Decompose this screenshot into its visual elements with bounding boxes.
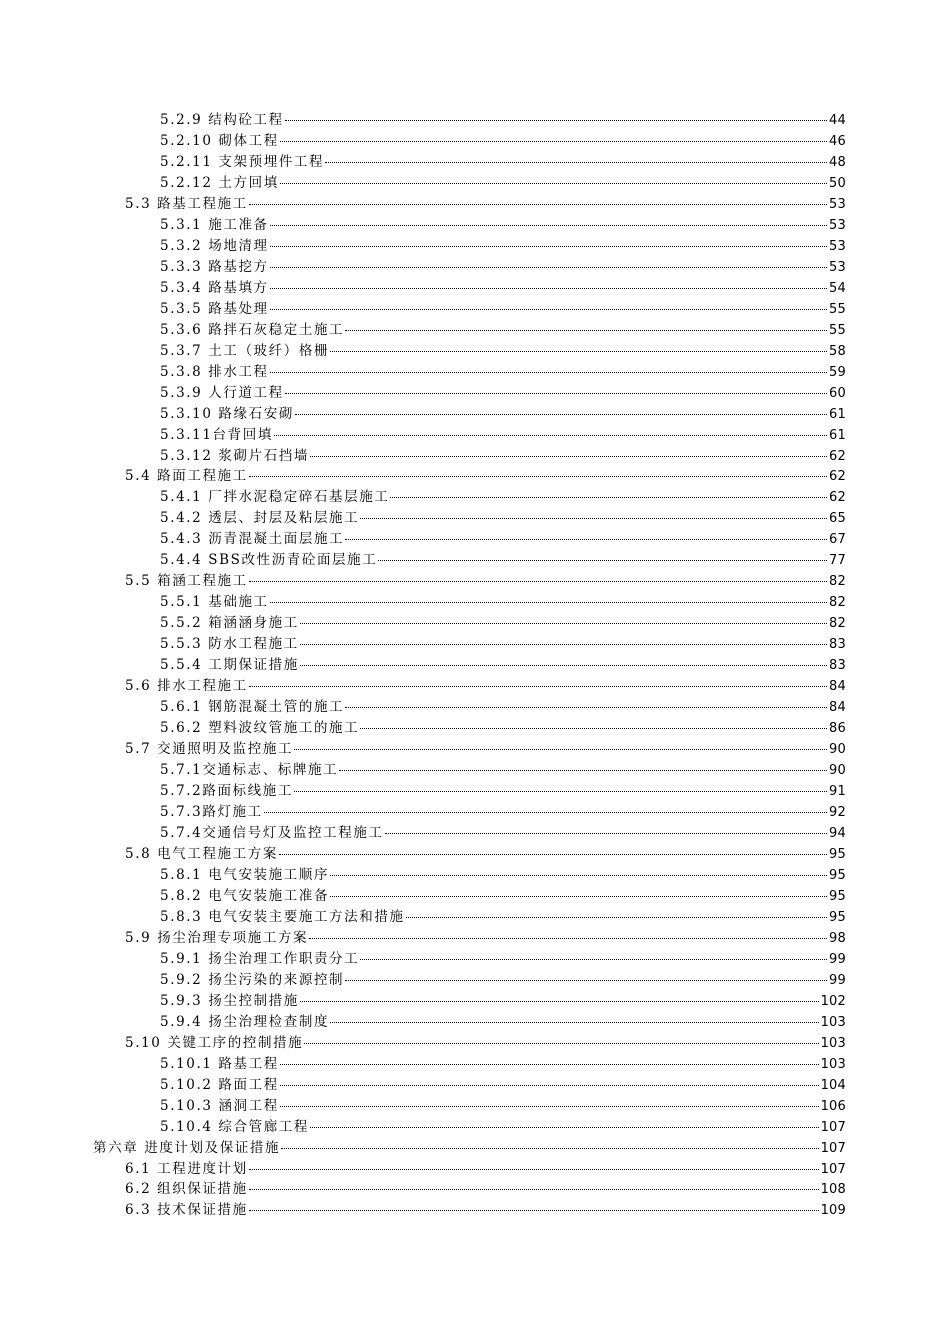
dot-leader [300,623,827,624]
toc-entry[interactable] [160,1117,846,1138]
dot-leader [330,1022,819,1023]
toc-entry[interactable] [125,1033,846,1054]
toc-entry[interactable] [160,1012,846,1033]
toc-entry-title: 5.10.2 路面工程 [160,1076,279,1093]
toc-entry-page-number: 83 [829,637,846,653]
dot-leader [249,1169,819,1170]
dot-leader [280,1064,819,1065]
dot-leader [345,330,827,331]
toc-entry-page-number: 62 [829,490,846,506]
dot-leader [304,1043,818,1044]
toc-entry-title: 6.1 工程进度计划 [125,1160,248,1177]
toc-entry-page-number: 102 [820,993,846,1009]
toc-entry-title: 5.5 箱涵工程施工 [125,573,248,590]
toc-entry-page-number: 95 [829,909,846,925]
toc-entry[interactable] [125,844,846,865]
toc-entry-page-number: 82 [829,595,846,611]
toc-entry-title: 5.5.2 箱涵涵身施工 [160,615,299,632]
toc-entry[interactable] [160,446,846,467]
dot-leader [300,1001,819,1002]
toc-entry-page-number: 90 [829,763,846,779]
toc-entry-title: 5.9.4 扬尘治理检查制度 [160,1013,330,1030]
toc-entry-title: 5.8.1 电气安装施工顺序 [160,866,330,883]
toc-entry-title: 5.7 交通照明及监控施工 [125,741,294,758]
toc-entry-title: 5.7.3路灯施工 [160,804,263,820]
dot-leader [249,476,827,477]
toc-entry-title: 6.3 技术保证措施 [125,1202,248,1219]
toc-entry-title: 5.10.1 路基工程 [160,1055,279,1072]
toc-entry[interactable] [160,802,846,823]
dot-leader [279,854,827,855]
toc-entry-title: 5.3.6 路拌石灰稳定土施工 [160,321,345,338]
toc-entry-title: 第六章 进度计划及保证措施 [93,1139,281,1156]
toc-entry-page-number: 53 [829,217,846,233]
toc-entry[interactable] [93,1138,846,1159]
dot-leader [378,560,827,561]
toc-entry-title: 5.7.4交通信号灯及监控工程施工 [160,824,384,841]
toc-entry-title: 5.3.5 路基处理 [160,300,269,317]
toc-entry-page-number: 50 [829,175,846,191]
toc-entry-title: 5.8.2 电气安装施工准备 [160,887,330,904]
dot-leader [270,309,827,310]
toc-entry[interactable] [160,886,846,907]
toc-entry-title: 5.7.2路面标线施工 [160,783,293,800]
toc-entry-title: 5.3.8 排水工程 [160,363,269,380]
toc-entry-page-number: 55 [829,301,846,317]
toc-entry[interactable] [160,697,846,718]
dot-leader [360,518,827,519]
toc-entry-page-number: 94 [829,825,846,841]
toc-entry-page-number: 109 [820,1203,846,1219]
dot-leader [249,1210,819,1211]
toc-entry[interactable] [160,907,846,928]
toc-entry-page-number: 61 [829,406,846,422]
toc-entry-title: 5.4.4 SBS改性沥青砼面层施工 [160,552,378,569]
toc-entry-page-number: 98 [829,930,846,946]
dot-leader [309,938,827,939]
toc-entry-title: 5.5.1 基础施工 [160,594,269,611]
toc-entry-page-number: 61 [829,427,846,443]
dot-leader [285,393,827,394]
toc-entry[interactable] [160,383,846,404]
toc-entry[interactable] [160,1054,846,1075]
toc-entry[interactable] [160,425,846,446]
toc-entry[interactable] [160,236,846,257]
toc-entry-page-number: 107 [820,1161,846,1177]
toc-entry-page-number: 99 [829,951,846,967]
dot-leader [345,539,827,540]
toc-entry-title: 5.3.4 路基填方 [160,279,269,296]
dot-leader [270,246,827,247]
dot-leader [339,770,827,771]
toc-entry[interactable] [125,571,846,592]
toc-entry[interactable] [160,634,846,655]
dot-leader [270,288,827,289]
dot-leader [300,644,827,645]
toc-entry-page-number: 103 [820,1014,846,1030]
toc-entry[interactable] [125,928,846,949]
toc-entry-title: 5.8.3 电气安装主要施工方法和措施 [160,908,405,925]
dot-leader [300,665,827,666]
dot-leader [249,686,827,687]
toc-entry[interactable] [125,466,846,487]
dot-leader [345,707,827,708]
toc-entry[interactable] [125,1159,846,1180]
dot-leader [330,875,827,876]
dot-leader [294,791,827,792]
toc-entry-title: 5.9.3 扬尘控制措施 [160,992,299,1009]
toc-entry-page-number: 92 [829,805,846,820]
toc-entry-page-number: 53 [829,196,846,212]
toc-entry[interactable] [125,676,846,697]
dot-leader [280,1085,819,1086]
toc-entry[interactable] [160,278,846,299]
toc-entry-title: 5.5.4 工期保证措施 [160,657,299,674]
dot-leader [406,917,828,918]
toc-entry[interactable] [160,508,846,529]
toc-entry-page-number: 67 [829,532,846,548]
toc-entry-page-number: 82 [829,574,846,590]
dot-leader [274,435,827,436]
toc-entry[interactable] [160,1096,846,1117]
toc-entry-page-number: 48 [829,154,846,170]
toc-entry-title: 5.6 排水工程施工 [125,678,248,695]
toc-entry-title: 5.2.12 土方回填 [160,174,279,191]
toc-entry-page-number: 55 [829,322,846,338]
toc-entry-page-number: 58 [829,343,846,359]
toc-entry-title: 5.3.10 路缘石安砌 [160,405,294,422]
dot-leader [270,372,827,373]
toc-entry-page-number: 107 [820,1119,846,1135]
toc-entry[interactable] [160,404,846,425]
toc-entry-page-number: 82 [829,616,846,632]
toc-entry-page-number: 59 [829,364,846,380]
toc-entry-page-number: 53 [829,259,846,275]
dot-leader [270,267,827,268]
dot-leader [249,204,827,205]
dot-leader [285,120,827,121]
toc-entry-page-number: 84 [829,700,846,716]
toc-entry-page-number: 53 [829,238,846,254]
toc-entry-page-number: 60 [829,385,846,401]
toc-entry-title: 5.2.10 砌体工程 [160,132,279,149]
toc-entry[interactable] [160,152,846,173]
toc-entry-page-number: 103 [820,1056,846,1072]
dot-leader [385,833,827,834]
toc-entry-page-number: 106 [820,1098,846,1114]
toc-entry[interactable] [160,320,846,341]
toc-entry-page-number: 107 [820,1140,846,1156]
dot-leader [310,456,827,457]
toc-entry[interactable] [125,1179,846,1200]
toc-entry-page-number: 84 [829,679,846,695]
toc-entry-page-number: 54 [829,280,846,296]
toc-entry-title: 5.3.12 浆砌片石挡墙 [160,447,310,464]
dot-leader [294,749,827,750]
toc-entry-title: 5.9.2 扬尘污染的来源控制 [160,971,345,988]
toc-entry[interactable] [160,299,846,320]
toc-entry-title: 5.3.1 施工准备 [160,216,269,233]
toc-entry[interactable] [160,550,846,571]
dot-leader [249,1189,819,1190]
toc-entry-title: 5.9 扬尘治理专项施工方案 [125,929,309,946]
toc-entry[interactable] [125,194,846,215]
toc-entry-title: 5.4 路面工程施工 [125,468,248,485]
toc-entry-page-number: 95 [829,888,846,904]
toc-entry[interactable] [160,487,846,508]
toc-entry-title: 5.4.3 沥青混凝土面层施工 [160,531,345,548]
toc-entry-title: 5.4.1 厂拌水泥稳定碎石基层施工 [160,489,390,506]
dot-leader [280,141,827,142]
toc-entry[interactable] [160,718,846,739]
toc-entry-page-number: 104 [820,1077,846,1093]
dot-leader [249,581,827,582]
toc-entry[interactable] [160,613,846,634]
toc-entry-title: 5.10 关键工序的控制措施 [125,1034,304,1051]
toc-entry-title: 5.7.1交通标志、标牌施工 [160,762,339,779]
toc-entry[interactable] [160,173,846,194]
toc-entry[interactable] [160,970,846,991]
toc-entry-page-number: 77 [829,553,846,569]
dot-leader [360,959,827,960]
toc-entry-page-number: 86 [829,721,846,737]
toc-entry[interactable] [160,592,846,613]
toc-entry[interactable] [160,655,846,676]
dot-leader [270,225,827,226]
dot-leader [390,497,827,498]
toc-entry-title: 5.3.2 场地清理 [160,237,269,254]
toc-entry[interactable] [160,781,846,802]
dot-leader [280,183,827,184]
dot-leader [295,414,827,415]
toc-entry-page-number: 65 [829,511,846,527]
toc-entry-title: 5.3.7 土工（玻纤）格栅 [160,342,330,359]
dot-leader [345,980,827,981]
toc-entry-title: 5.8 电气工程施工方案 [125,845,278,862]
toc-entry[interactable] [125,739,846,760]
toc-entry[interactable] [160,131,846,152]
toc-entry-page-number: 91 [829,784,846,800]
dot-leader [330,896,827,897]
toc-entry[interactable] [160,362,846,383]
toc-entry-page-number: 46 [829,133,846,149]
dot-leader [281,1148,818,1149]
toc-entry-page-number: 108 [820,1182,846,1198]
toc-entry[interactable] [160,529,846,550]
toc-entry[interactable] [160,341,846,362]
dot-leader [280,1106,819,1107]
toc-entry[interactable] [160,760,846,781]
dot-leader [330,351,827,352]
toc-entry[interactable] [160,1075,846,1096]
toc-entry-title: 5.3 路基工程施工 [125,195,248,212]
toc-entry-title: 5.4.2 透层、封层及粘层施工 [160,510,360,527]
dot-leader [270,602,827,603]
toc-entry-title: 5.3.3 路基挖方 [160,258,269,275]
toc-entry-title: 6.2 组织保证措施 [125,1181,248,1198]
toc-entry-page-number: 62 [829,469,846,485]
toc-entry-page-number: 44 [829,113,846,128]
toc-entry[interactable] [160,949,846,970]
toc-entry[interactable] [160,215,846,236]
dot-leader [310,1127,819,1128]
toc-entry-page-number: 95 [829,846,846,862]
toc-entry[interactable] [125,1200,846,1221]
toc-entry-title: 5.6.2 塑料波纹管施工的施工 [160,720,360,737]
toc-entry-title: 5.6.1 钢筋混凝土管的施工 [160,699,345,716]
toc-entry[interactable] [160,257,846,278]
toc-entry-page-number: 83 [829,658,846,674]
toc-entry[interactable] [160,991,846,1012]
toc-entry-page-number: 95 [829,867,846,883]
toc-entry-title: 5.2.9 结构砼工程 [160,112,284,128]
toc-entry-title: 5.9.1 扬尘治理工作职责分工 [160,950,360,967]
toc-entry-page-number: 62 [829,448,846,464]
toc-entry[interactable] [160,865,846,886]
toc-entry-title: 5.3.9 人行道工程 [160,384,284,401]
toc-entry-title: 5.10.4 综合管廊工程 [160,1118,310,1135]
toc-entry-page-number: 103 [820,1035,846,1051]
dot-leader [264,812,827,813]
dot-leader [360,728,827,729]
toc-entry[interactable] [160,110,846,131]
toc-entry-title: 5.2.11 支架预埋件工程 [160,153,325,170]
toc-entry-title: 5.3.11台背回填 [160,426,273,443]
dot-leader [325,162,827,163]
toc-entry-title: 5.5.3 防水工程施工 [160,636,299,653]
toc-entry-page-number: 90 [829,742,846,758]
toc-entry[interactable] [160,823,846,844]
toc-entry-title: 5.10.3 涵洞工程 [160,1097,279,1114]
toc-entry-page-number: 99 [829,972,846,988]
